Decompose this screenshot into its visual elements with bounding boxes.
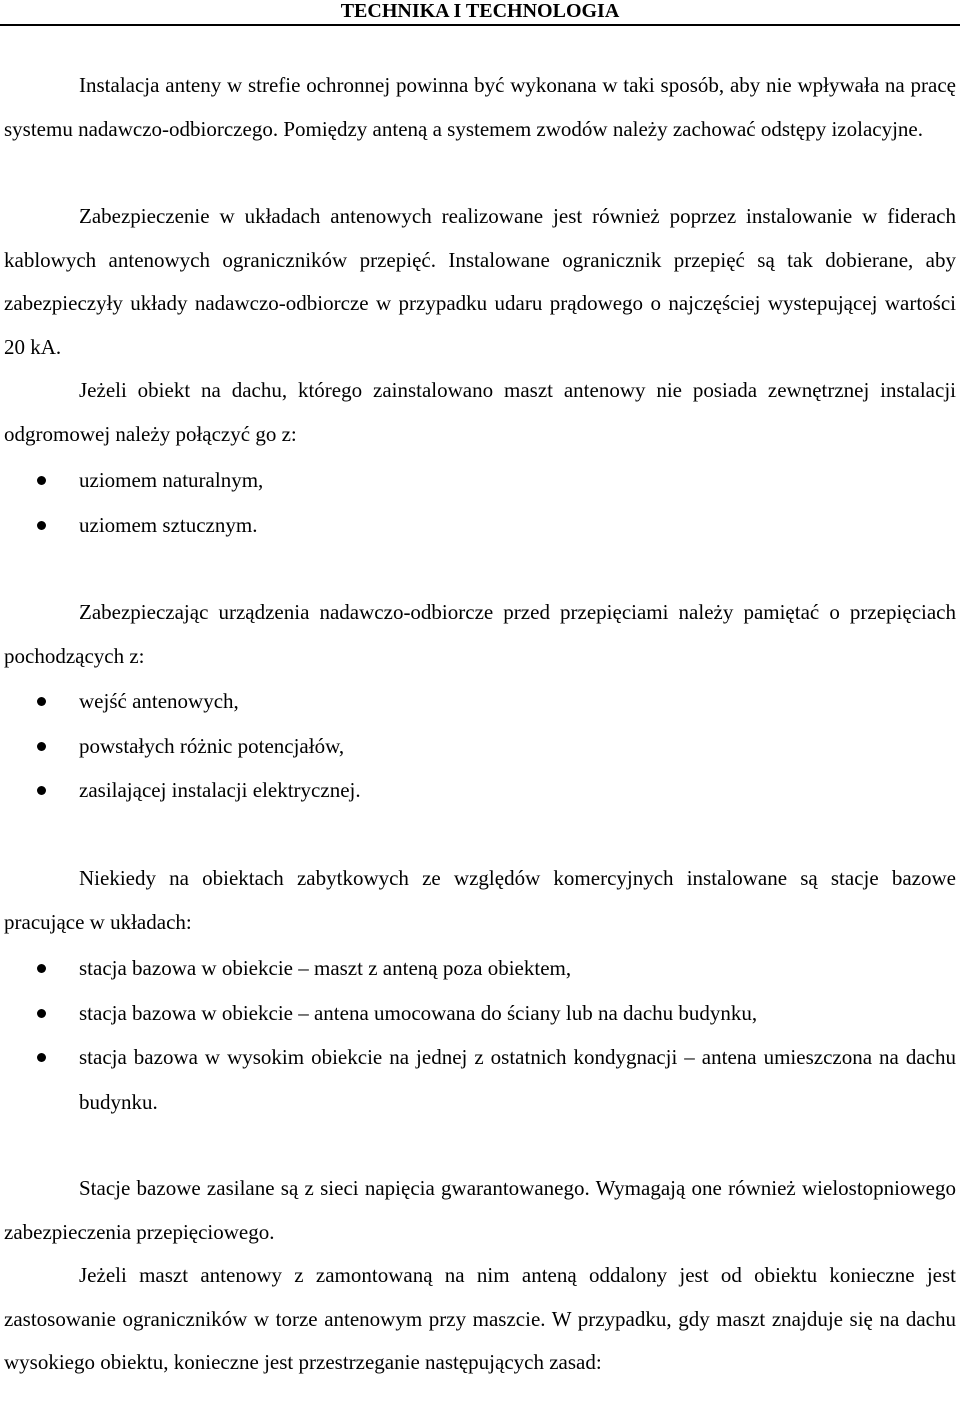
base-station-configurations-list [0,946,956,1124]
bullet-icon [37,786,46,795]
page-header: TECHNIKA I TECHNOLOGIA [0,0,960,26]
grounding-list [0,458,956,547]
list-item: zasilającej instalacji elektrycznej. [0,768,956,813]
list-item: powstałych różnic potencjałów, [0,724,956,769]
paragraph-base-station-power: Stacje bazowe zasilane są z sieci napięcia gwarantowanego. Wymagają one również wielostopniowego zabezpieczenia przepięciowego. [4,1176,956,1244]
bullet-icon [37,697,46,706]
bullet-icon [37,1053,46,1062]
paragraph-base-stations-intro: Niekiedy na obiektach zabytkowych ze względów komercyjnych instalowane są stacje bazowe pracujące w układach: [4,866,956,934]
paragraph-antenna-installation: Instalacja anteny w strefie ochronnej powinna być wykonana w taki sposób, aby nie wpływała na pracę systemu nadawczo-odbiorczego. Pomiędzy anteną a systemem zwodów należy zachować odstępy izolacyjne. [4,73,956,141]
list-item: stacja bazowa w obiekcie – antena umocowana do ściany lub na dachu budynku, [0,991,956,1036]
bullet-icon [37,521,46,530]
surge-sources-list [0,679,956,813]
paragraph-antenna-protection: Zabezpieczenie w układach antenowych realizowane jest również poprzez instalowanie w fiderach kablowych antenowych ograniczników przepięć. Instalowane ogranicznik przepięć są tak dobierane, aby zabezpieczyły układy nadawczo-odbiorcze w przypadku udaru prądowego o najczęściej wystepującej wartości 20 kA. [4,204,956,359]
paragraph-grounding-intro: Jeżeli obiekt na dachu, którego zainstalowano maszt antenowy nie posiada zewnętrznej instalacji odgromowej należy połączyć go z: [4,378,956,446]
paragraph-surge-sources-intro: Zabezpieczając urządzenia nadawczo-odbiorcze przed przepięciami należy pamiętać o przepięciach pochodzących z: [4,600,956,668]
bullet-icon [37,742,46,751]
list-item: uziomem naturalnym, [0,458,956,503]
list-item: uziomem sztucznym. [0,503,956,548]
bullet-icon [37,476,46,485]
bullet-icon [37,964,46,973]
list-item: stacja bazowa w obiekcie – maszt z anteną poza obiektem, [0,946,956,991]
paragraph-mast-distance: Jeżeli maszt antenowy z zamontowaną na nim anteną oddalony jest od obiektu konieczne jest zastosowanie ograniczników w torze antenowym przy maszcie. W przypadku, gdy maszt znajduje się na dachu wysokiego obiektu, konieczne jest przestrzeganie następujących zasad: [4,1263,956,1374]
list-item: wejść antenowych, [0,679,956,724]
list-item: stacja bazowa w wysokim obiekcie na jednej z ostatnich kondygnacji – antena umieszczona na dachu budynku. [0,1035,956,1124]
bullet-icon [37,1009,46,1018]
